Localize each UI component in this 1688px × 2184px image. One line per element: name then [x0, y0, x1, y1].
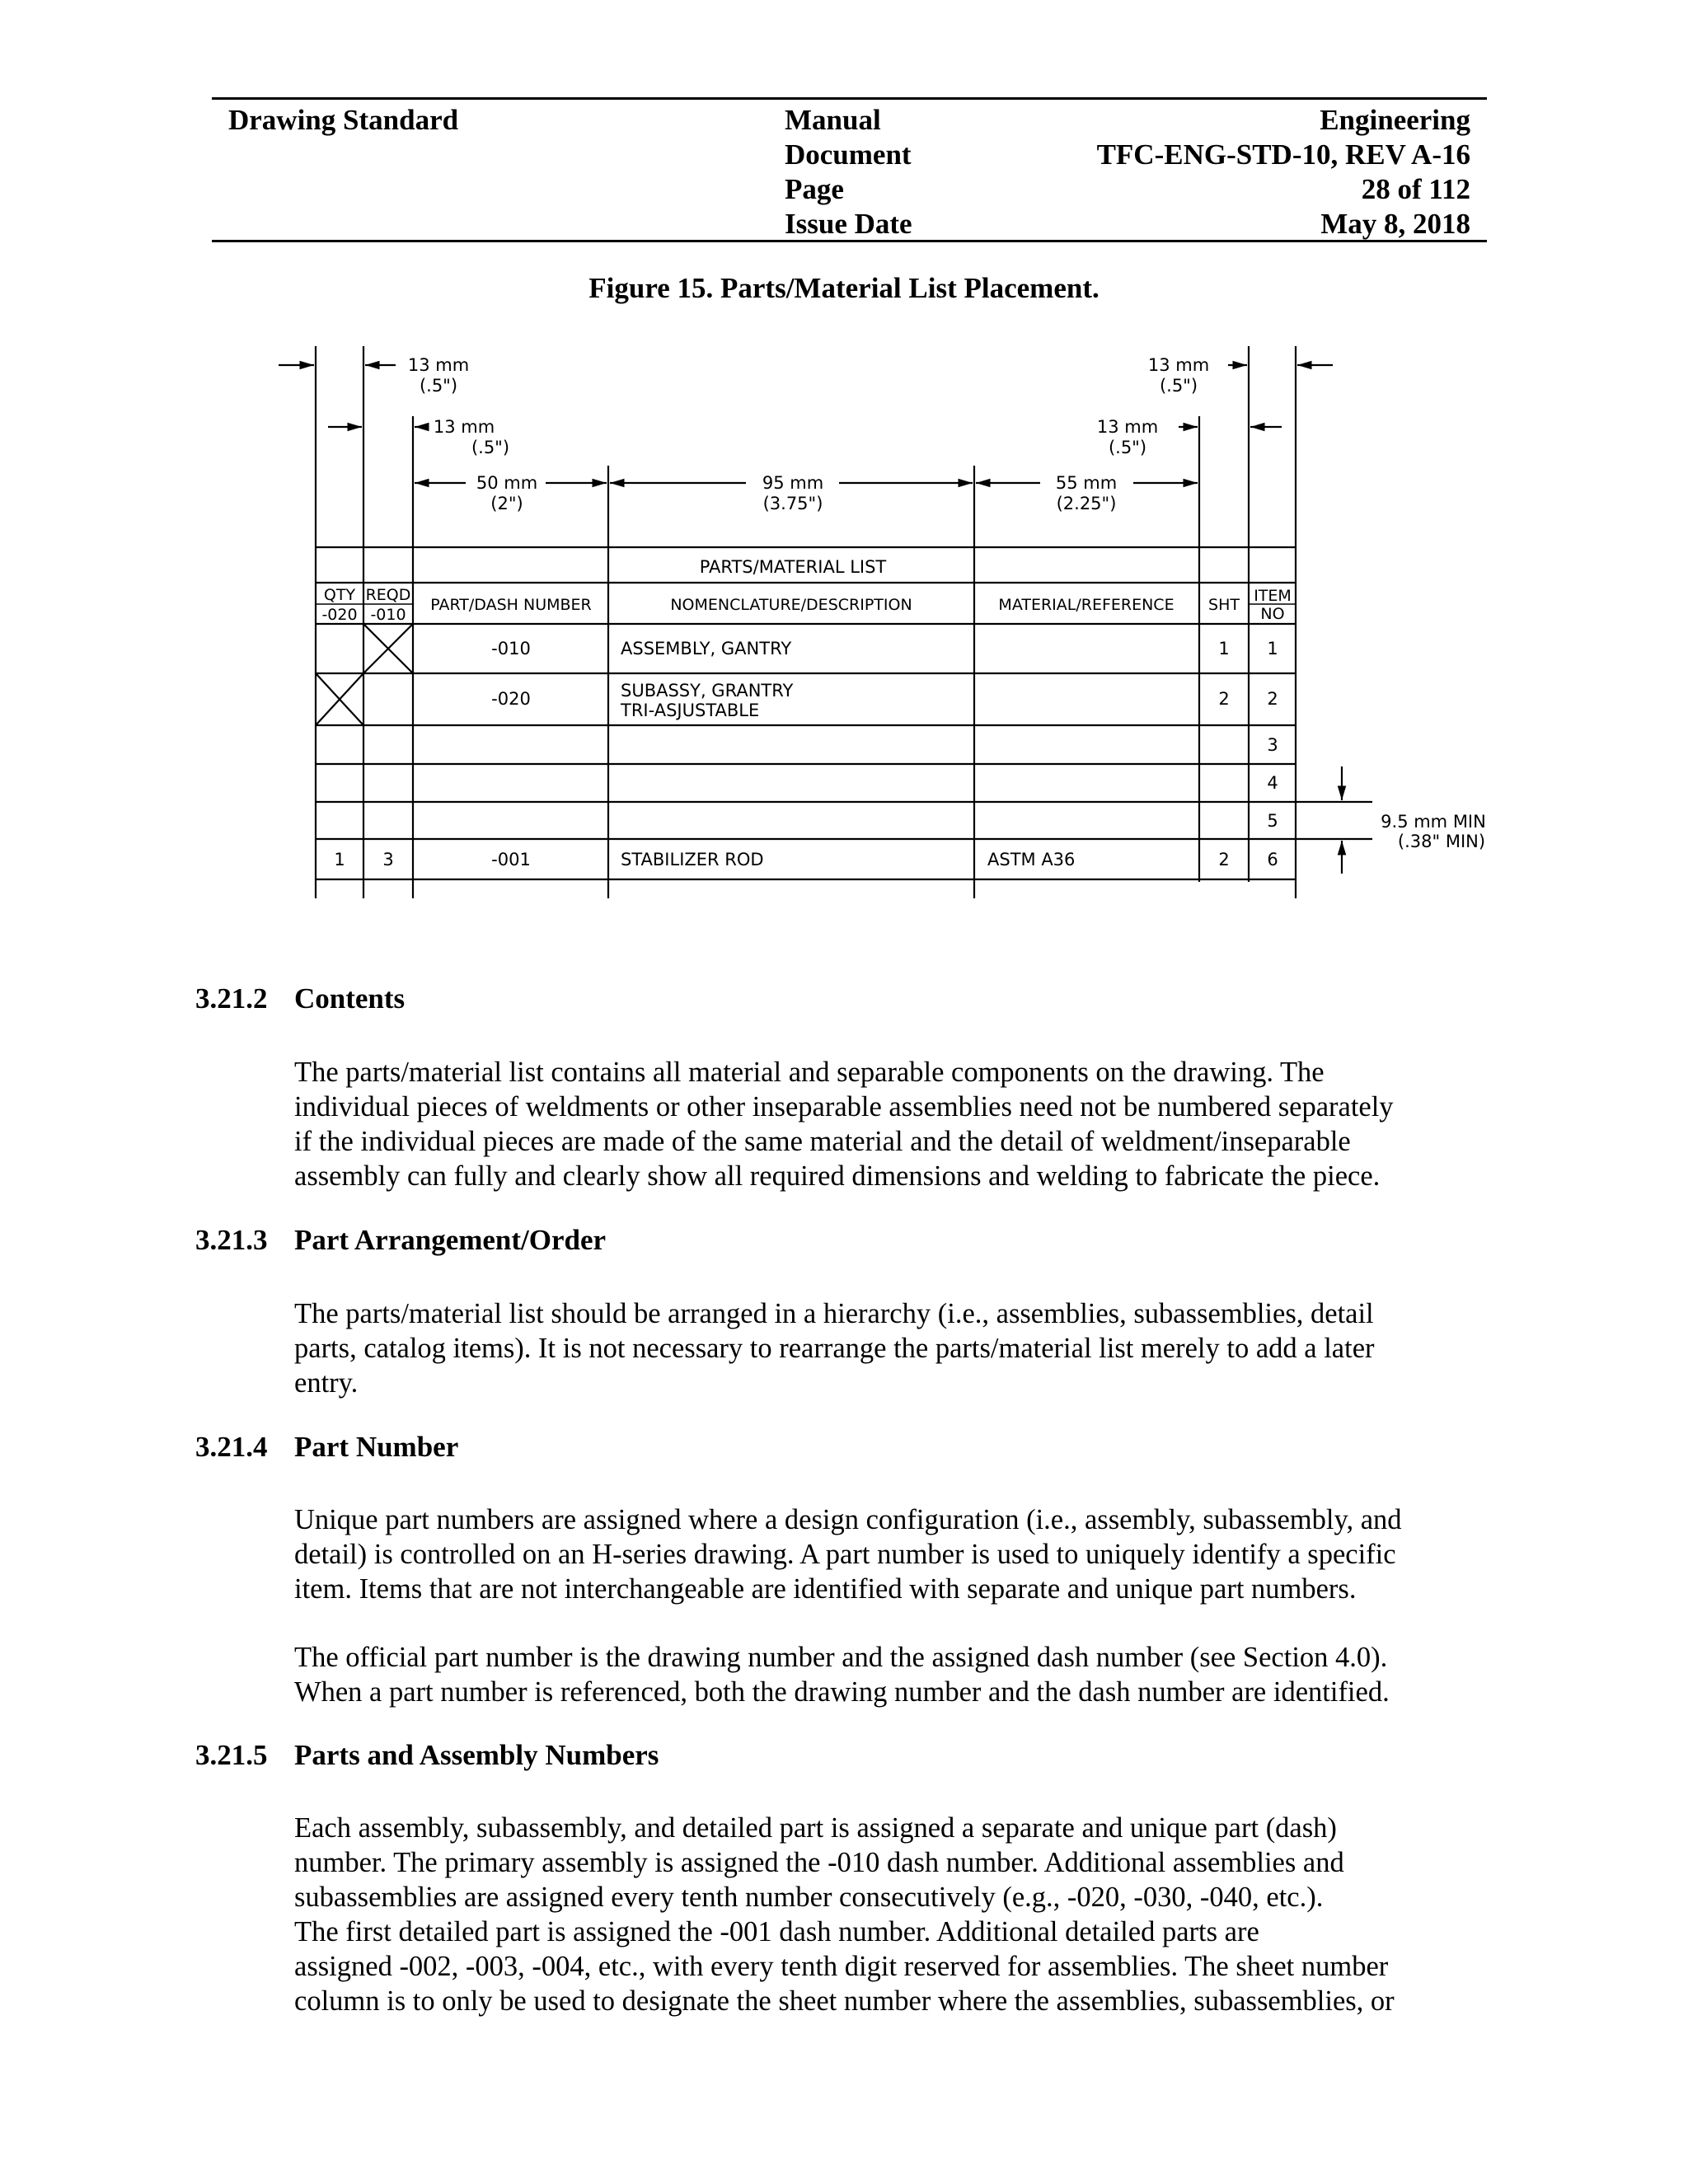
hdr-item-sub: NO: [1260, 605, 1285, 623]
row-6-qty: 1: [334, 850, 345, 869]
dim-55mm-in: (2.25"): [1056, 494, 1117, 513]
dim-13mm-4-in: (.5"): [1108, 438, 1147, 457]
dim-13mm-3: 13 mm: [1147, 355, 1210, 375]
paragraph-line: When a part number is referenced, both the drawing number and the dash number are identified.: [294, 1676, 1390, 1708]
section-paragraph: [294, 1055, 1514, 1193]
row-1-nom: ASSEMBLY, GANTRY: [621, 639, 792, 658]
dim-50mm: 50 mm: [476, 473, 538, 493]
header-page-value: 28 of 112: [1361, 173, 1470, 205]
section-title: Part Number: [294, 1431, 459, 1463]
hdr-part-number: PART/DASH NUMBER: [430, 596, 592, 614]
row-2-sht: 2: [1218, 689, 1230, 709]
paragraph-line: parts, catalog items). It is not necessary to rearrange the parts/material list merely to add a later: [294, 1333, 1375, 1364]
hdr-qty: QTY: [323, 586, 356, 604]
paragraph-line: detail) is controlled on an H-series drawing. A part number is used to uniquely identify a specific: [294, 1539, 1396, 1570]
header-document-value: TFC-ENG-STD-10, REV A-16: [1096, 138, 1470, 171]
section-title: Parts and Assembly Numbers: [294, 1739, 659, 1771]
paragraph-line: The parts/material list contains all material and separable components on the drawing. The: [294, 1057, 1325, 1088]
row-4-item: 4: [1267, 773, 1278, 793]
section-paragraph: [294, 1296, 1514, 1400]
dim-95mm-in: (3.75"): [762, 494, 823, 513]
dim-row-height: 9.5 mm MIN: [1381, 812, 1486, 832]
hdr-nomenclature: NOMENCLATURE/DESCRIPTION: [670, 596, 912, 614]
dim-13mm-2: 13 mm: [433, 417, 495, 437]
dim-13mm-2-in: (.5"): [471, 438, 510, 457]
row-6-reqd: 3: [382, 850, 394, 869]
row-6-sht: 2: [1218, 850, 1230, 869]
hdr-item: ITEM: [1254, 587, 1292, 605]
dim-13mm-3-in: (.5"): [1159, 376, 1198, 396]
paragraph-line: assembly can fully and clearly show all required dimensions and welding to fabricate the piece.: [294, 1160, 1381, 1192]
row-1-item: 1: [1267, 639, 1278, 658]
row-3-item: 3: [1267, 735, 1278, 755]
section-title: Contents: [294, 982, 406, 1015]
paragraph-line: item. Items that are not interchangeable are identified with separate and unique part numbers.: [294, 1573, 1357, 1605]
hdr-qty-sub: -020: [321, 606, 358, 624]
paragraph-line: if the individual pieces are made of the same material and the detail of weldment/inseparable: [294, 1126, 1351, 1157]
dim-13mm-1: 13 mm: [407, 355, 470, 375]
hdr-sheet: SHT: [1208, 596, 1240, 614]
dim-13mm-4: 13 mm: [1096, 417, 1159, 437]
hdr-reqd: REQD: [365, 586, 411, 604]
paragraph-line: number. The primary assembly is assigned the -010 dash number. Additional assemblies and: [294, 1847, 1344, 1878]
row-2-item: 2: [1267, 689, 1278, 709]
section-number: 3.21.2: [195, 982, 268, 1015]
dim-95mm: 95 mm: [762, 473, 824, 493]
paragraph-line: The official part number is the drawing number and the assigned dash number (see Section 4.0).: [294, 1642, 1388, 1673]
paragraph-line: entry.: [294, 1367, 359, 1399]
paragraph-line: assigned -002, -003, -004, etc., with every tenth digit reserved for assemblies. The sheet number: [294, 1951, 1389, 1982]
header-label-manual: Manual: [785, 104, 881, 136]
row-5-item: 5: [1267, 811, 1278, 831]
paragraph-line: subassemblies are assigned every tenth number consecutively (e.g., -020, -030, -040, etc.).: [294, 1882, 1324, 1913]
hdr-reqd-sub: -010: [370, 606, 406, 624]
row-6-item: 6: [1267, 850, 1278, 869]
section-paragraph: [294, 1502, 1514, 1606]
table-header: [321, 557, 1291, 624]
section-number: 3.21.5: [195, 1739, 268, 1771]
row-2-nom: SUBASSY, GRANTRY: [621, 681, 794, 701]
dim-55mm: 55 mm: [1055, 473, 1118, 493]
hdr-material: MATERIAL/REFERENCE: [998, 596, 1175, 614]
paragraph-line: individual pieces of weldments or other inseparable assemblies need not be numbered separately: [294, 1091, 1394, 1122]
header-issue-date-value: May 8, 2018: [1320, 208, 1470, 240]
row-6-mat: ASTM A36: [987, 850, 1076, 869]
header-label-issue-date: Issue Date: [785, 208, 912, 240]
dim-row-height-in: (.38" MIN): [1397, 832, 1486, 851]
section-title: Part Arrangement/Order: [294, 1224, 607, 1256]
row-1-sht: 1: [1218, 639, 1230, 658]
paragraph-line: column is to only be used to designate the sheet number where the assemblies, subassemblies, or: [294, 1985, 1395, 2017]
row-2-nom-line2: TRI-ASJUSTABLE: [621, 701, 760, 720]
row-2-part: -020: [491, 689, 531, 709]
row-6-part: -001: [491, 850, 531, 869]
dim-13mm-1-in: (.5"): [419, 376, 458, 396]
paragraph-line: Unique part numbers are assigned where a design configuration (i.e., assembly, subassembly, and: [294, 1504, 1402, 1535]
header-label-page: Page: [785, 173, 844, 205]
paragraph-line: The first detailed part is assigned the -001 dash number. Additional detailed parts are: [294, 1916, 1259, 1947]
row-1-part: -010: [491, 639, 531, 658]
parts-list-drawing: [0, 0, 1688, 915]
section-paragraph: [294, 1640, 1514, 1709]
section-number: 3.21.3: [195, 1224, 268, 1256]
header-doc-type: Drawing Standard: [228, 104, 459, 136]
header-manual-value: Engineering: [1320, 104, 1470, 136]
dim-50mm-in: (2"): [490, 494, 523, 513]
section-paragraph: [294, 1811, 1514, 2018]
table-title: PARTS/MATERIAL LIST: [699, 557, 887, 577]
row-6-nom: STABILIZER ROD: [621, 850, 764, 869]
paragraph-line: The parts/material list should be arranged in a hierarchy (i.e., assemblies, subassemblies, detail: [294, 1298, 1374, 1329]
figure-caption: Figure 15. Parts/Material List Placement.: [588, 272, 1100, 304]
paragraph-line: Each assembly, subassembly, and detailed part is assigned a separate and unique part (dash): [294, 1812, 1337, 1844]
section-number: 3.21.4: [195, 1431, 268, 1463]
header-label-document: Document: [785, 138, 912, 171]
